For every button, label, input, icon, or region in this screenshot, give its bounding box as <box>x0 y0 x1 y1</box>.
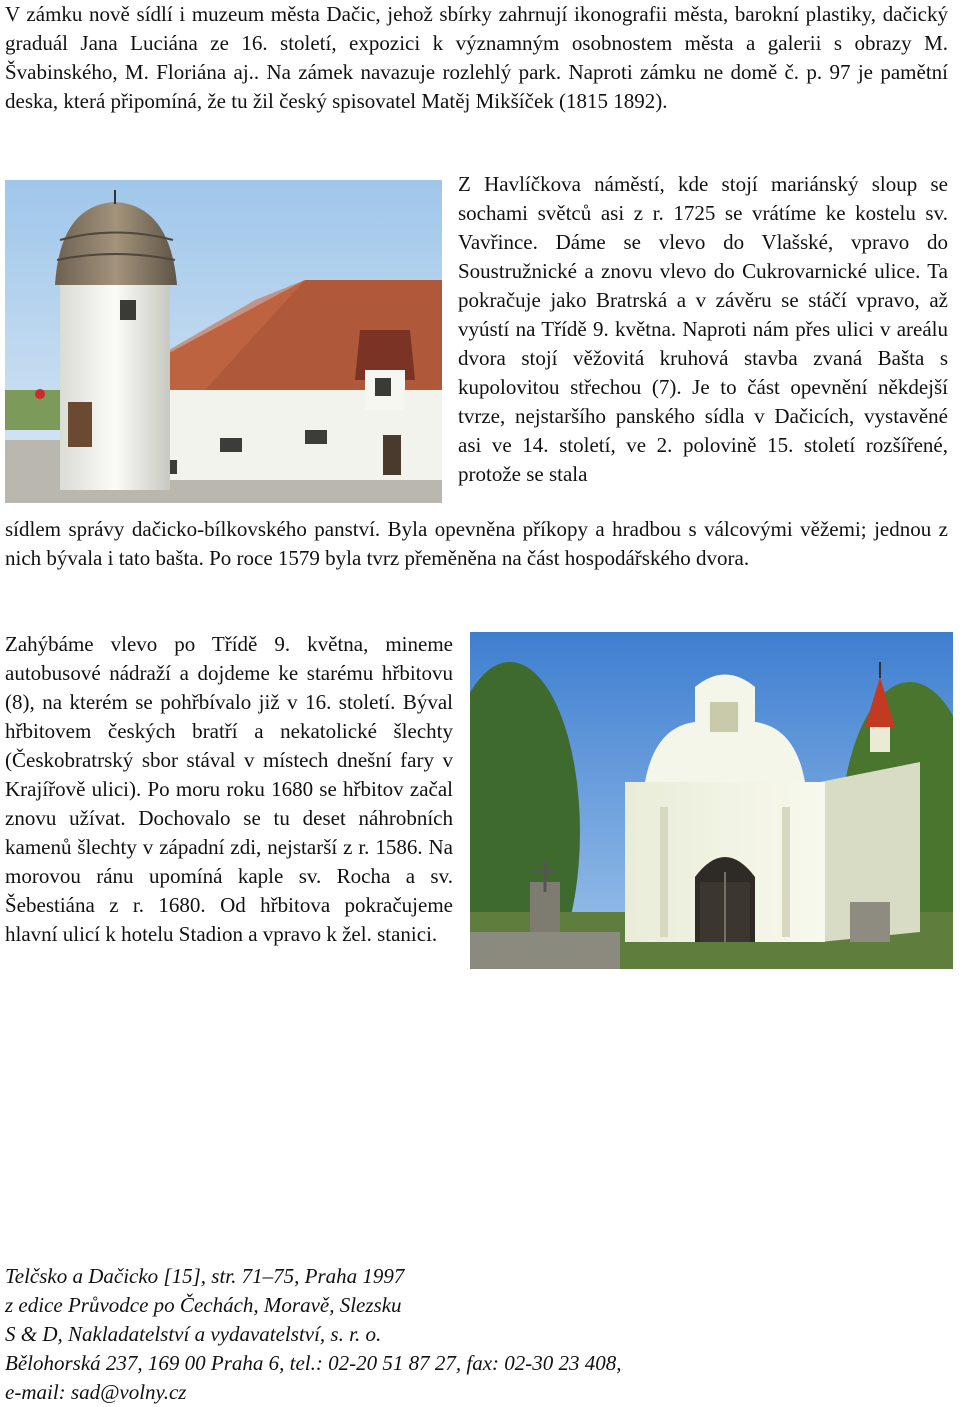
paragraph-old-cemetery: Zahýbáme vlevo po Třídě 9. května, mineme autobusové nádraží a dojdeme ke starému hřbitovu (8), na kterém se pohřbívalo již v 16. století. Býval hřbitovem českých bratří a nekatolické šlechty (Českobratrský sbor stával v místech dnešní fary v Krajířově ulici). Po moru roku 1680 se hřbitov začal znovu užívat. Dochovalo se tu deset náhrobních kamenů šlechty v západní zdi, nejstarší z r. 1586. Na morovou ránu upomíná kaple sv. Rocha a sv. Šebestiána z r. 1680. Od hřbitova pokračujeme hlavní ulicí k hotelu Stadion a vpravo k žel. stanici. <box>5 632 453 946</box>
footer-series-line: z edice Průvodce po Čechách, Moravě, Slezsku <box>5 1293 402 1317</box>
footer-email-line: e-mail: sad@volny.cz <box>5 1380 187 1404</box>
footer-source-line: Telčsko a Dačicko [15], str. 71–75, Praha 1997 <box>5 1264 405 1288</box>
paragraph-castle-museum: V zámku nově sídlí i muzeum města Dačic, jehož sbírky zahrnují ikonografii města, barokní plastiky, dačický graduál Jana Luciána ze 16. století, expozici k významným osobnostem města a galerii s obrazy M. Švabinského, M. Floriána aj.. Na zámek navazuje rozlehlý park. Naproti zámku ne domě č. p. 97 je pamětní deska, která připomíná, že tu žil český spisovatel Matěj Mikšíček (1815 1892). <box>5 2 948 113</box>
publication-footer <box>5 1262 945 1407</box>
footer-address-line: Bělohorská 237, 169 00 Praha 6, tel.: 02-20 51 87 27, fax: 02-30 23 408, <box>5 1351 622 1375</box>
paragraph-route-to-bastion: Z Havlíčkova náměstí, kde stojí mariánský sloup se sochami světců asi z r. 1725 se vrátíme ke kostelu sv. Vavřince. Dáme se vlevo do Vlašské, vpravo do Soustružnické a znovu vlevo do Cukrovarnické ulice. Ta pokračuje jako Bratrská a v závěru se stáčí vpravo, až vyústí na Třídě 9. května. Naproti nám přes ulici v areálu dvora stojí věžovitá kruhová stavba zvaná Bašta s kupolovitou střechou (7). Je to část opevnění někdejší tvrze, nejstaršího panského sídla v Dačicích, vystavěné asi ve 14. století, ve 2. polovině 15. století rozšířené, protože se stala <box>458 172 948 486</box>
chapel-photo-icon <box>470 632 953 969</box>
bastion-photo-icon <box>5 180 442 503</box>
footer-publisher-line: S & D, Nakladatelství a vydavatelství, s. r. o. <box>5 1322 382 1346</box>
paragraph-bastion-history: sídlem správy dačicko-bílkovského panství. Byla opevněna příkopy a hradbou s válcovými věžemi; jednou z nich bývala i tato bašta. Po roce 1579 byla tvrz přeměněna na část hospodářského dvora. <box>5 517 948 570</box>
